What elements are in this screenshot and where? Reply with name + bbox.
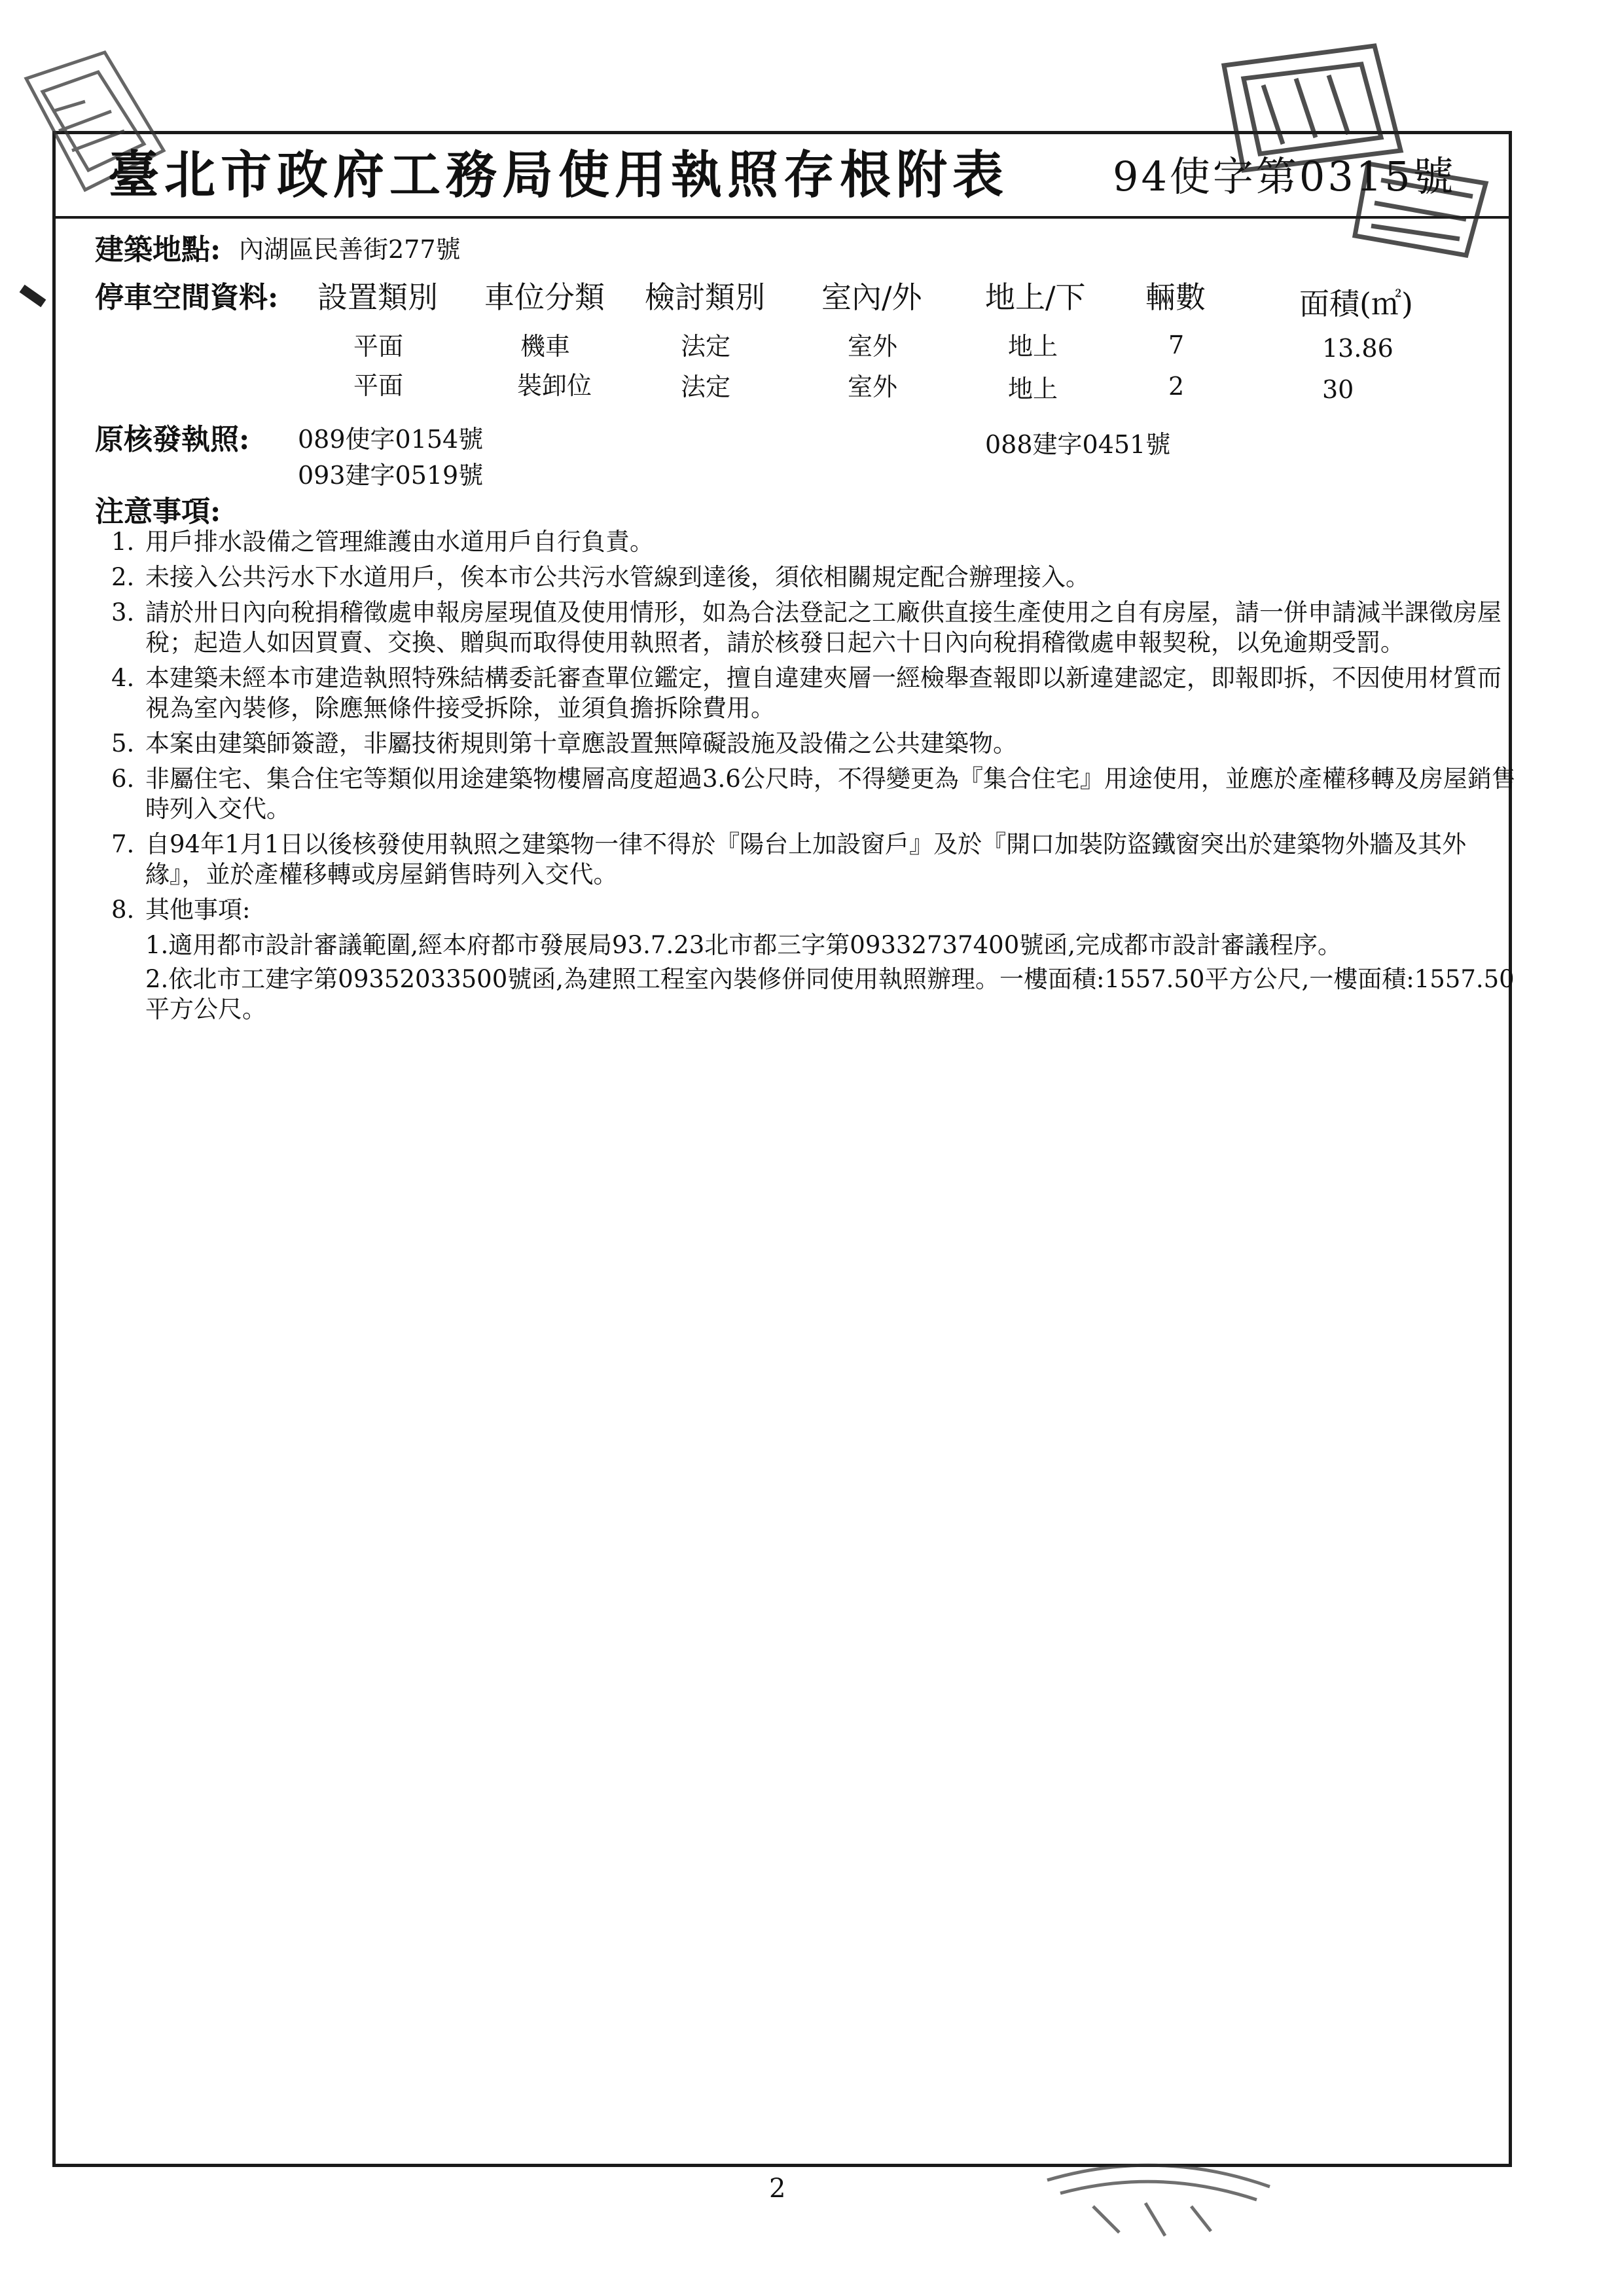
parking-header-category: 車位分類	[484, 280, 605, 315]
parking-header-type: 設置類別	[317, 280, 438, 315]
permit-number: 94使字第0315號	[1113, 153, 1456, 200]
note-item: 2. 未接入公共污水下水道用戶，俟本市公共污水管線到達後，須依相關規定配合辦理接入。	[111, 563, 1090, 591]
parking-row2-count: 2	[1168, 372, 1185, 401]
note-item: 1. 用戶排水設備之管理維護由水道用戶自行負責。	[111, 528, 654, 556]
note-item: 4. 本建築未經本市建造執照特殊結構委託審查單位鑑定，擅自違建夾層一經檢舉查報即以新違建認定，即報即拆，不因使用材質而視為室內裝修，除應無條件接受拆除，並須負擔拆除費用。	[111, 664, 1501, 722]
parking-header-level: 地上/下	[985, 280, 1086, 315]
note-item: 6. 非屬住宅、集合住宅等類似用途建築物樓層高度超過3.6公尺時，不得變更為『集合住宅』用途使用，並應於產權移轉及房屋銷售時列入交代。	[111, 765, 1516, 823]
document-title: 臺北市政府工務局使用執照存根附表	[108, 145, 1009, 205]
other-item-2: 2.依北市工建字第09352033500號函,為建照工程室內裝修併同使用執照辦理。一樓面積:1557.50平方公尺,一樓面積:1557.50平方公尺。	[145, 965, 1515, 1023]
address-label: 建築地點:	[95, 233, 221, 266]
notes-heading: 注意事項:	[95, 495, 221, 528]
parking-row1-type: 平面	[353, 332, 404, 361]
original-permit-1: 089使字0154號	[298, 425, 484, 454]
parking-row2-area: 30	[1322, 375, 1354, 404]
page-number: 2	[769, 2174, 786, 2204]
parking-header-area: 面積(㎡)	[1299, 286, 1413, 321]
parking-header-review: 檢討類別	[645, 280, 765, 315]
other-item-1: 1.適用都市設計審議範圍,經本府都市發展局93.7.23北市都三字第09332737400號函,完成都市設計審議程序。	[145, 931, 1342, 959]
original-permit-label: 原核發執照:	[95, 423, 250, 456]
parking-row1-level: 地上	[1008, 332, 1058, 361]
note-item: 7. 自94年1月1日以後核發使用執照之建築物一律不得於『陽台上加設窗戶』及於『開口加裝防盜鐵窗突出於建築物外牆及其外緣』，並於產權移轉或房屋銷售時列入交代。	[111, 830, 1467, 888]
address-value: 內湖區民善街277號	[239, 235, 461, 264]
notes-list	[111, 527, 1525, 1027]
original-permit-3: 088建字0451號	[985, 430, 1171, 459]
scan-mark-left	[20, 285, 46, 307]
document-frame	[52, 131, 1512, 2167]
seal-stamp-bottom	[1034, 2154, 1283, 2246]
note-item: 3. 請於卅日內向稅捐稽徵處申報房屋現值及使用情形，如為合法登記之工廠供直接生產使用之自有房屋，請一併申請減半課徵房屋稅；起造人如因買賣、交換、贈與而取得使用執照者，請於核發日起六十日內向稅捐稽徵處申報契稅，以免逾期受罰。	[111, 598, 1501, 657]
note-item: 5. 本案由建築師簽證，非屬技術規則第十章應設置無障礙設施及設備之公共建築物。	[111, 729, 1017, 757]
parking-header-count: 輛數	[1145, 280, 1206, 315]
parking-header-indoor: 室內/外	[821, 280, 922, 315]
parking-row2-category: 裝卸位	[517, 371, 592, 400]
parking-row2-indoor: 室外	[848, 373, 898, 401]
parking-row1-category: 機車	[520, 332, 571, 361]
parking-row2-type: 平面	[353, 371, 404, 400]
parking-row2-review: 法定	[681, 373, 731, 401]
parking-row1-indoor: 室外	[848, 332, 898, 361]
original-permit-2: 093建字0519號	[298, 461, 484, 490]
parking-row1-area: 13.86	[1322, 334, 1393, 363]
parking-row2-level: 地上	[1008, 374, 1058, 403]
parking-row1-count: 7	[1168, 331, 1185, 359]
parking-label: 停車空間資料:	[95, 281, 279, 314]
note-item: 8. 其他事項:	[111, 896, 251, 924]
parking-row1-review: 法定	[681, 332, 731, 361]
